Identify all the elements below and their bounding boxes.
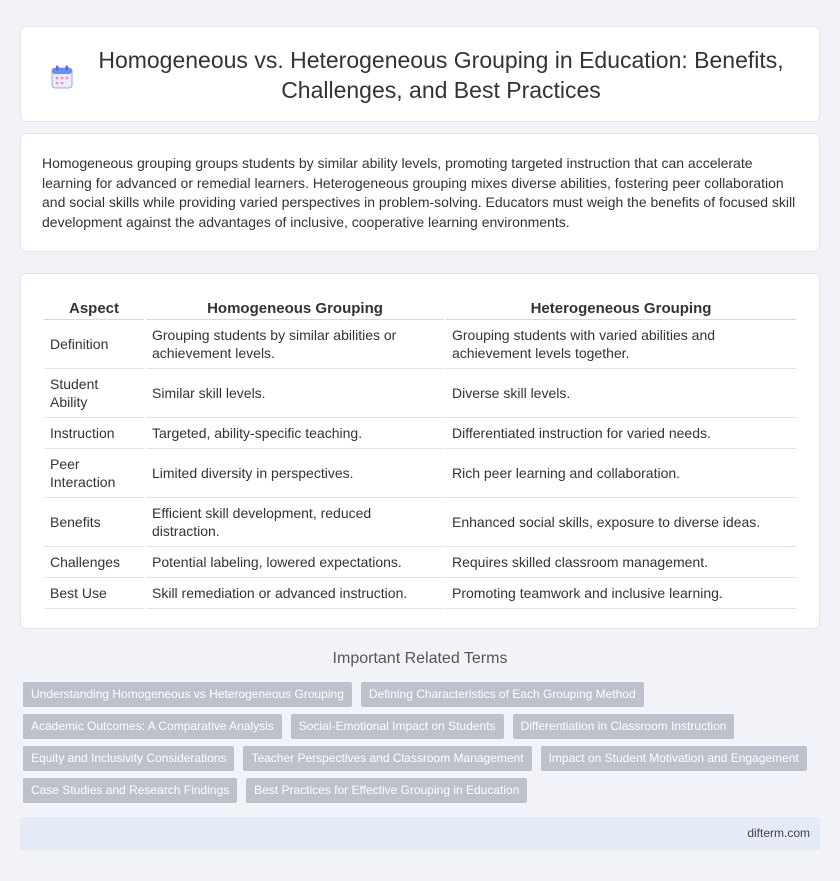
cell-homogeneous: Skill remediation or advanced instruction.: [146, 578, 444, 609]
footer-site: difterm.com: [747, 826, 810, 840]
header-heterogeneous: Heterogeneous Grouping: [446, 294, 796, 320]
related-term-tag[interactable]: Impact on Student Motivation and Engagement: [541, 746, 807, 771]
table-row: [44, 320, 796, 369]
cell-aspect: Student Ability: [44, 369, 144, 418]
footer-bar: [20, 817, 820, 850]
related-term-tag[interactable]: Social-Emotional Impact on Students: [291, 714, 504, 739]
cell-heterogeneous: Differentiated instruction for varied needs.: [446, 418, 796, 449]
table-header-row: [44, 294, 796, 320]
header-aspect: Aspect: [44, 294, 144, 320]
related-term-tag[interactable]: Case Studies and Research Findings: [23, 778, 237, 803]
related-term-tag[interactable]: Defining Characteristics of Each Grouping Method: [361, 682, 644, 707]
table-row: [44, 369, 796, 418]
tag-row: [23, 778, 823, 803]
cell-homogeneous: Targeted, ability-specific teaching.: [146, 418, 444, 449]
comparison-table: [42, 294, 798, 609]
tag-row: [23, 746, 823, 771]
cell-heterogeneous: Enhanced social skills, exposure to diverse ideas.: [446, 498, 796, 547]
cell-heterogeneous: Rich peer learning and collaboration.: [446, 449, 796, 498]
intro-card: [20, 133, 820, 252]
cell-aspect: Peer Interaction: [44, 449, 144, 498]
table-row: [44, 449, 796, 498]
cell-aspect: Challenges: [44, 547, 144, 578]
table-row: [44, 418, 796, 449]
cell-homogeneous: Potential labeling, lowered expectations.: [146, 547, 444, 578]
related-term-tag[interactable]: Best Practices for Effective Grouping in Education: [246, 778, 527, 803]
intro-paragraph: Homogeneous grouping groups students by similar ability levels, promoting targeted instruction that can accelerate learning for advanced or remedial learners. Heterogeneous grouping mixes diverse abilities, fostering peer collaboration and social skills while providing varied perspectives in problem-solving. Educators must weigh the benefits of focused skill development against the advantages of inclusive, cooperative learning environments.: [42, 155, 796, 230]
cell-aspect: Instruction: [44, 418, 144, 449]
cell-heterogeneous: Promoting teamwork and inclusive learning.: [446, 578, 796, 609]
cell-homogeneous: Similar skill levels.: [146, 369, 444, 418]
document-icon: [51, 65, 73, 89]
header-card: [20, 26, 820, 122]
related-term-tag[interactable]: Teacher Perspectives and Classroom Management: [243, 746, 531, 771]
cell-heterogeneous: Grouping students with varied abilities and achievement levels together.: [446, 320, 796, 369]
cell-aspect: Definition: [44, 320, 144, 369]
cell-aspect: Benefits: [44, 498, 144, 547]
related-term-tag[interactable]: Differentiation in Classroom Instruction: [513, 714, 735, 739]
related-terms-tags: [23, 682, 823, 810]
title-wrap: [51, 45, 799, 105]
cell-heterogeneous: Requires skilled classroom management.: [446, 547, 796, 578]
table-row: [44, 578, 796, 609]
tag-row: [23, 714, 823, 739]
related-terms-title: Important Related Terms: [332, 650, 508, 667]
related-term-tag[interactable]: Academic Outcomes: A Comparative Analysis: [23, 714, 282, 739]
cell-heterogeneous: Diverse skill levels.: [446, 369, 796, 418]
related-term-tag[interactable]: Equity and Inclusivity Considerations: [23, 746, 234, 771]
table-row: [44, 547, 796, 578]
header-homogeneous: Homogeneous Grouping: [146, 294, 444, 320]
cell-homogeneous: Grouping students by similar abilities or achievement levels.: [146, 320, 444, 369]
cell-aspect: Best Use: [44, 578, 144, 609]
cell-homogeneous: Efficient skill development, reduced distraction.: [146, 498, 444, 547]
tag-row: [23, 682, 823, 707]
page-title: Homogeneous vs. Heterogeneous Grouping in Education: Benefits, Challenges, and Best Practices: [98, 47, 784, 103]
related-term-tag[interactable]: Understanding Homogeneous vs Heterogeneous Grouping: [23, 682, 352, 707]
comparison-card: [20, 273, 820, 629]
cell-homogeneous: Limited diversity in perspectives.: [146, 449, 444, 498]
table-row: [44, 498, 796, 547]
